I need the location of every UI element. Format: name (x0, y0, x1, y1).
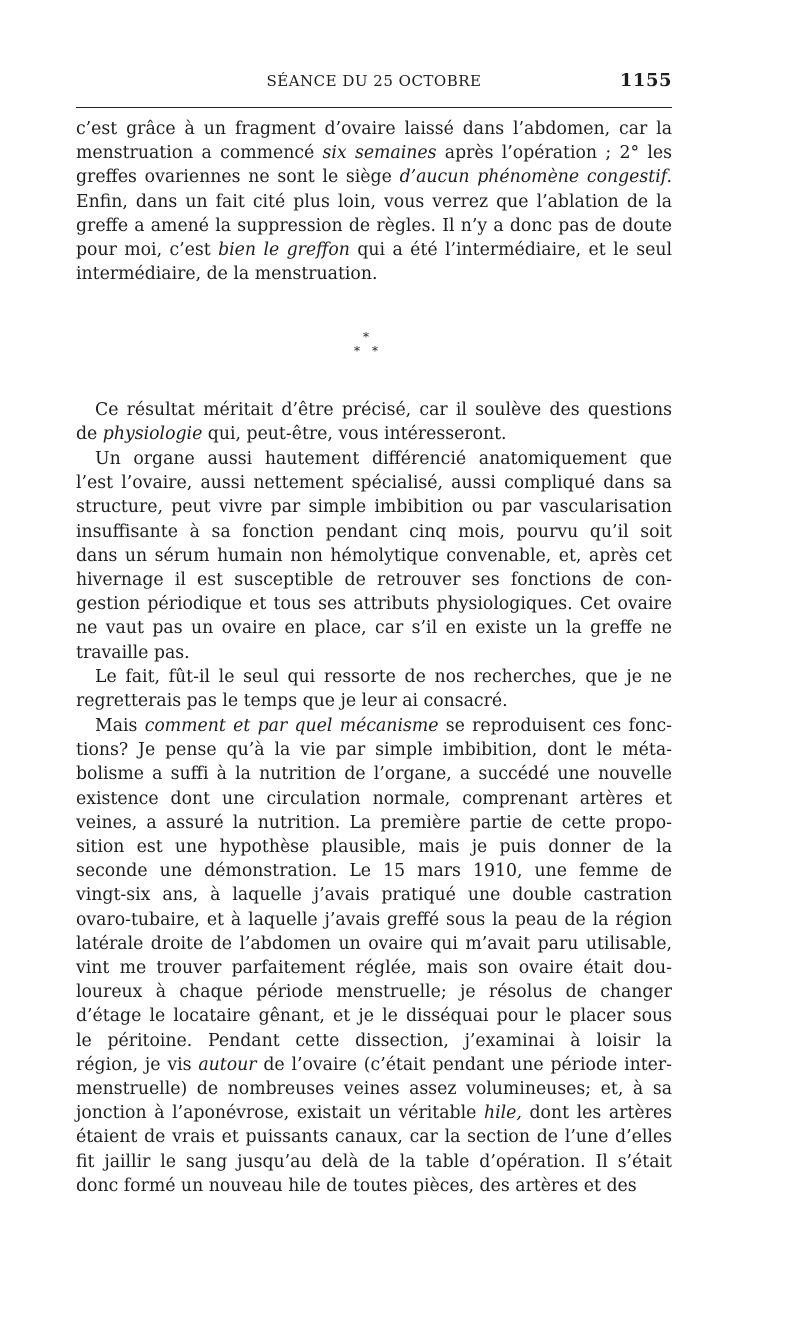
text-line: existence dont une circulation normale, comprenant artères et (76, 788, 672, 809)
text-line: regretterais pas le temps que je leur ai consacré. (76, 691, 508, 712)
text-line: sition est une hypothèse plausible, mais je puis donner de la (76, 837, 672, 858)
separator-star: * (363, 330, 369, 344)
running-title: SÉANCE DU 25 OCTOBRE (266, 72, 482, 90)
text-line: Le fait, fût-il le seul qui ressorte de nos recherches, que je ne (95, 667, 672, 687)
text-line: jonction à l’aponévrose, existait un véritable hile, dont les artères (76, 1103, 672, 1124)
text-line: loureux à chaque période menstruelle; je résolus de changer (76, 982, 672, 1003)
text-line: seconde une démonstration. Le 15 mars 1910, une femme de (76, 861, 672, 882)
text-line: structure, peut vivre par simple imbibition ou par vascularisation (76, 497, 672, 518)
text-line: fit jaillir le sang jusqu’au delà de la table d’opération. Il s’était (76, 1151, 672, 1172)
text-line: donc formé un nouveau hile de toutes pièces, des artères et des (76, 1175, 637, 1196)
text-line: tions? Je pense qu’à la vie par simple imbibition, dont le méta- (76, 740, 672, 761)
paragraph-2 (76, 398, 672, 446)
text-line: région, je vis autour de l’ovaire (c’était pendant une période inter- (76, 1054, 672, 1075)
text-line: Enfin, dans un fait cité plus loin, vous verrez que l’ablation de la (76, 191, 672, 212)
paragraph-1 (76, 117, 672, 286)
text-line: Mais comment et par quel mécanisme se reproduisent ces fonc- (95, 716, 673, 736)
paragraph-4 (76, 665, 672, 713)
text-line: étaient de vrais et puissants canaux, car la section de l’une d’elles (76, 1127, 672, 1148)
text-line: d’étage le locataire gênant, et je le disséquai pour le placer sous (76, 1006, 672, 1027)
text-line: gestion périodique et tous ses attributs physiologiques. Cet ovaire (76, 594, 672, 615)
header-rule (76, 107, 672, 108)
text-line: de physiologie qui, peut-être, vous intéresseront. (76, 424, 507, 445)
text-line: greffe a amené la suppression de règles. Il n’y a donc pas de doute (76, 215, 672, 236)
text-line: insuffisante à sa fonction pendant cinq mois, pourvu qu’il soit (76, 521, 672, 542)
text-line: le péritoine. Pendant cette dissection, j’examinai à loisir la (76, 1030, 672, 1051)
separator-star: * (372, 344, 378, 358)
text-line: hivernage il est susceptible de retrouver ses fonctions de con- (76, 570, 672, 591)
text-line: latérale droite de l’abdomen un ovaire qui m’avait paru utilisable, (76, 933, 672, 954)
text-line: pour moi, c’est bien le greffon qui a été l’intermédiaire, et le seul (76, 240, 672, 261)
text-line: dans un sérum humain non hémolytique convenable, et, après cet (76, 545, 672, 566)
paragraph-5 (76, 714, 672, 1198)
text-line: c’est grâce à un fragment d’ovaire laissé dans l’abdomen, car la (76, 119, 672, 139)
text-line: ne vaut pas un ovaire en place, car s’il en existe un la greffe ne (76, 618, 672, 639)
text-line: l’est l’ovaire, aussi nettement spécialisé, aussi compliqué dans sa (76, 473, 672, 494)
text-line: menstruelle) de nombreuses veines assez volumineuses; et, à sa (76, 1079, 672, 1100)
text-line: Ce résultat méritait d’être précisé, car il soulève des questions (95, 400, 672, 420)
text-line: vingt-six ans, à laquelle j’avais pratiqué une double castration (76, 885, 672, 906)
text-line: travaille pas. (76, 642, 190, 663)
paragraph-3 (76, 447, 672, 665)
separator-star: * (354, 344, 360, 358)
text-line: greffes ovariennes ne sont le siège d’aucun phénomène congestif. (76, 167, 673, 188)
text-line: intermédiaire, de la menstruation. (76, 264, 378, 285)
section-separator (350, 330, 400, 370)
text-line: vint me trouver parfaitement réglée, mais son ovaire était dou- (76, 958, 672, 979)
text-line: ovaro-tubaire, et à laquelle j’avais greffé sous la peau de la région (76, 909, 672, 930)
text-line: bolisme a suffi à la nutrition de l’organe, a succédé une nouvelle (76, 764, 672, 785)
page-header (76, 72, 672, 102)
text-line: Un organe aussi hautement différencié anatomiquement que (95, 449, 672, 469)
page-number: 1155 (619, 70, 672, 91)
text-line: menstruation a commencé six semaines après l’opération ; 2° les (76, 143, 672, 164)
text-line: veines, a assuré la nutrition. La première partie de cette propo- (76, 812, 672, 833)
